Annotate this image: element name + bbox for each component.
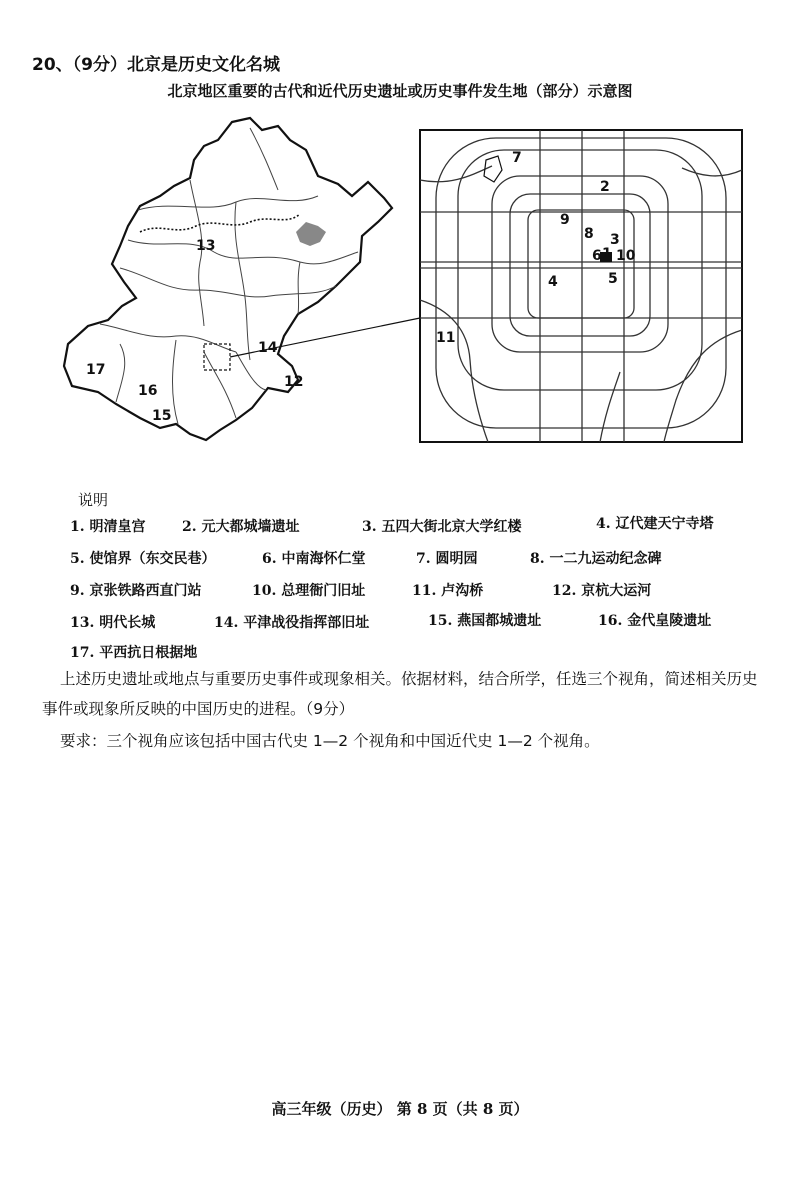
legend-heading: 说明 — [78, 491, 109, 509]
legend-item-4: 4. 辽代建天宁寺塔 — [596, 516, 714, 532]
task-paragraph: 上述历史遗址或地点与重要历史事件或现象相关。依据材料，结合所学，任选三个视角，简述相关历史事件或现象所反映的中国历史的进程。（9分） — [42, 670, 758, 718]
label-5: 5 — [608, 271, 618, 287]
legend-item-13: 13. 明代长城 — [70, 615, 156, 631]
legend-item-7: 7. 圆明园 — [416, 551, 478, 567]
label-3: 3 — [610, 232, 620, 248]
legend-item-9: 9. 京张铁路西直门站 — [70, 583, 202, 599]
map-title: 北京地区重要的古代和近代历史遗址或历史事件发生地（部分）示意图 — [167, 82, 633, 100]
question-title: 20、（9分）北京是历史文化名城 — [32, 55, 280, 75]
legend-item-6: 6. 中南海怀仁堂 — [262, 551, 366, 567]
label-16: 16 — [138, 383, 158, 399]
legend-item-17: 17. 平西抗日根据地 — [70, 645, 198, 661]
label-7: 7 — [512, 150, 522, 166]
city-map-frame — [420, 130, 742, 442]
beijing-map-figure — [0, 100, 800, 460]
legend-item-2: 2. 元大都城墙遗址 — [182, 519, 300, 535]
label-8: 8 — [584, 226, 594, 242]
beijing-boundary — [64, 118, 392, 440]
label-4: 4 — [548, 274, 558, 290]
label-10: 10 — [616, 248, 636, 264]
legend-item-1: 1. 明清皇宫 — [70, 519, 146, 535]
label-14: 14 — [258, 340, 278, 356]
label-12: 12 — [284, 374, 304, 390]
legend-item-5: 5. 使馆界（东交民巷） — [70, 551, 216, 567]
great-wall-line — [140, 214, 300, 232]
label-2: 2 — [600, 179, 610, 195]
label-9: 9 — [560, 212, 570, 228]
requirement-paragraph: 要求：三个视角应该包括中国古代史 1—2 个视角和中国近代史 1—2 个视角。 — [60, 732, 600, 750]
label-17: 17 — [86, 362, 106, 378]
legend-item-3: 3. 五四大街北京大学红楼 — [362, 519, 522, 535]
legend-item-8: 8. 一二九运动纪念碑 — [530, 551, 662, 567]
legend-item-16: 16. 金代皇陵遗址 — [598, 613, 712, 629]
city-inset-marker — [204, 344, 230, 370]
legend-item-15: 15. 燕国都城遗址 — [428, 613, 542, 629]
label-11: 11 — [436, 330, 456, 346]
label-6: 6 — [592, 248, 602, 264]
label-13: 13 — [196, 238, 216, 254]
reservoir-shape — [296, 222, 326, 246]
legend-item-14: 14. 平津战役指挥部旧址 — [214, 615, 370, 631]
district-lines — [100, 128, 358, 424]
page-footer: 高三年级（历史） 第 8 页（共 8 页） — [271, 1100, 529, 1118]
label-1: 1 — [602, 246, 612, 262]
legend-item-11: 11. 卢沟桥 — [412, 583, 484, 599]
legend-item-10: 10. 总理衙门旧址 — [252, 583, 366, 599]
legend-item-12: 12. 京杭大运河 — [552, 583, 652, 599]
label-15: 15 — [152, 408, 172, 424]
